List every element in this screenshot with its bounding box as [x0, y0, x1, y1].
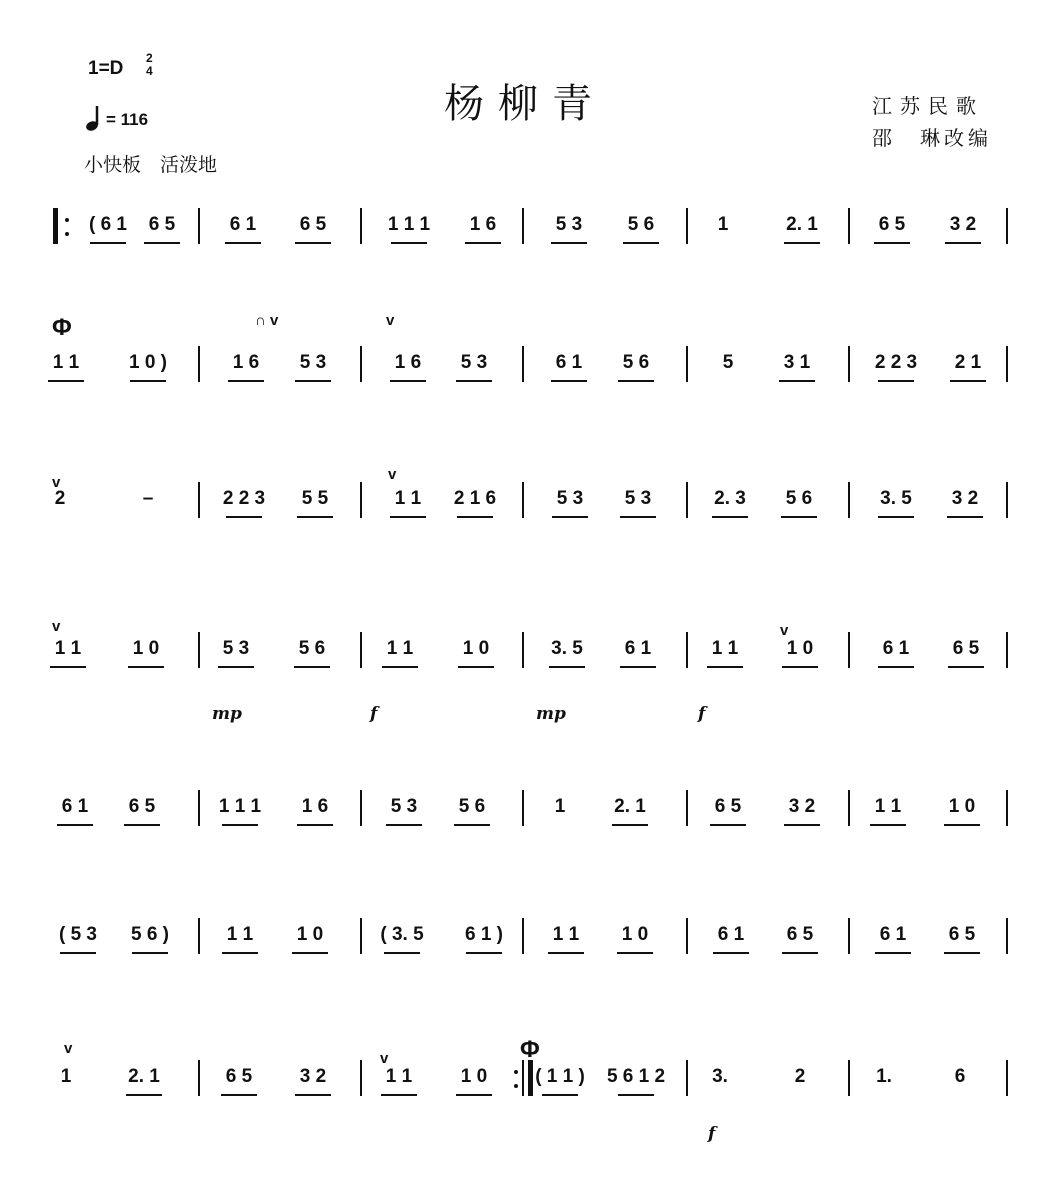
note-group: 6 1: [229, 214, 257, 235]
bowing-mark: v: [386, 312, 395, 329]
note-group: 1 6: [232, 352, 260, 373]
beam-line: [456, 1094, 492, 1096]
note-group: 2. 3: [714, 488, 746, 509]
note-group: 6 1: [624, 638, 652, 659]
note-group: 6 5: [128, 796, 156, 817]
note-group: 5 3: [222, 638, 250, 659]
note-group: 1 6: [469, 214, 497, 235]
note-group: 6 5: [148, 214, 176, 235]
beam-line: [874, 242, 910, 244]
bar-line: [522, 632, 524, 668]
repeat-bar-line: [528, 1060, 533, 1096]
beam-line: [390, 516, 426, 518]
note-group: 6 5: [878, 214, 906, 235]
tempo-marking: = 116: [106, 110, 149, 129]
score-system: [0, 768, 1064, 868]
beam-line: [878, 516, 914, 518]
note-group: 5 6: [622, 352, 650, 373]
note-group: 1 0: [786, 638, 814, 659]
note-group: –: [142, 488, 154, 509]
bowing-mark: v: [780, 622, 789, 639]
bar-line: [198, 790, 200, 826]
note-group: 2: [794, 1066, 806, 1087]
bowing-mark: v: [64, 1040, 73, 1057]
bar-line: [848, 1060, 850, 1096]
beam-line: [875, 952, 911, 954]
bar-line: [1006, 790, 1008, 826]
bar-line: [848, 208, 850, 244]
beam-line: [130, 380, 166, 382]
score-system: [0, 186, 1064, 286]
bar-line: [360, 1060, 362, 1096]
note-group: 6 1: [717, 924, 745, 945]
note-group: 5 5: [301, 488, 329, 509]
coda-icon: Φ: [520, 1036, 540, 1063]
beam-line: [386, 824, 422, 826]
note-group: 6 1: [555, 352, 583, 373]
beam-line: [297, 824, 333, 826]
note-group: 2 1 6: [453, 488, 497, 509]
bar-line: [360, 482, 362, 518]
beam-line: [384, 952, 420, 954]
beam-line: [454, 824, 490, 826]
note-group: ( 1 1 ): [535, 1066, 585, 1087]
beam-line: [617, 952, 653, 954]
bar-line: [848, 790, 850, 826]
note-group: 6 5: [714, 796, 742, 817]
dynamic-marking: f: [370, 704, 378, 724]
bowing-mark: v: [380, 1050, 389, 1067]
bar-line: [1006, 482, 1008, 518]
bar-line: [360, 208, 362, 244]
note-group: 6 5: [786, 924, 814, 945]
beam-line: [948, 666, 984, 668]
bar-line: [198, 346, 200, 382]
note-group: 2. 1: [614, 796, 646, 817]
note-group: 5 3: [299, 352, 327, 373]
note-group: 2. 1: [786, 214, 818, 235]
note-group: 6 1: [61, 796, 89, 817]
beam-line: [457, 516, 493, 518]
bar-line: [1006, 918, 1008, 954]
bar-line: [686, 918, 688, 954]
note-group: 1 1: [874, 796, 902, 817]
bar-line: [198, 918, 200, 954]
note-group: 2: [54, 488, 66, 509]
arranger-credit: 邵 琳改编: [872, 126, 992, 150]
time-signature-bottom: 4: [146, 64, 153, 78]
note-group: 1 1: [394, 488, 422, 509]
beam-line: [456, 380, 492, 382]
note-group: 3 2: [788, 796, 816, 817]
beam-line: [297, 516, 333, 518]
beam-line: [295, 1094, 331, 1096]
beam-line: [548, 952, 584, 954]
beam-line: [612, 824, 648, 826]
bar-line: [360, 632, 362, 668]
bar-line: [1006, 346, 1008, 382]
beam-line: [222, 824, 258, 826]
beam-line: [784, 242, 820, 244]
note-group: 5 3: [555, 214, 583, 235]
note-group: 6 1: [882, 638, 910, 659]
bar-line: [522, 482, 524, 518]
note-group: 5 6: [298, 638, 326, 659]
note-group: 1: [554, 796, 566, 817]
dynamic-marking: mp: [536, 704, 566, 724]
song-origin: 江苏民歌: [872, 94, 984, 118]
note-group: 1 0 ): [128, 352, 168, 373]
beam-line: [623, 242, 659, 244]
score-system: [0, 896, 1064, 996]
bar-line: [686, 790, 688, 826]
bar-line: [522, 208, 524, 244]
beam-line: [710, 824, 746, 826]
beam-line: [391, 242, 427, 244]
note-group: 1 1: [385, 1066, 413, 1087]
note-group: 1 1: [226, 924, 254, 945]
beam-line: [57, 824, 93, 826]
beam-line: [549, 666, 585, 668]
bar-line: [198, 482, 200, 518]
bar-line: [198, 1060, 200, 1096]
dynamic-marking: f: [708, 1124, 716, 1144]
bar-line: [848, 346, 850, 382]
note-group: 2. 1: [128, 1066, 160, 1087]
beam-line: [620, 666, 656, 668]
expression-marking: 小快板 活泼地: [84, 154, 218, 176]
beam-line: [944, 952, 980, 954]
beam-line: [784, 824, 820, 826]
beam-line: [947, 516, 983, 518]
beam-line: [228, 380, 264, 382]
note-group: 3. 5: [551, 638, 583, 659]
note-group: 5 6: [785, 488, 813, 509]
bar-line: [198, 208, 200, 244]
beam-line: [950, 380, 986, 382]
beam-line: [713, 952, 749, 954]
bowing-mark: v: [388, 466, 397, 483]
bar-line: [522, 790, 524, 826]
beam-line: [944, 824, 980, 826]
beam-line: [128, 666, 164, 668]
bar-line: [1006, 632, 1008, 668]
bar-line: [522, 346, 524, 382]
time-signature: [146, 52, 153, 78]
score-system: [0, 324, 1064, 424]
beam-line: [390, 380, 426, 382]
note-group: 5 3: [390, 796, 418, 817]
time-signature-top: 2: [146, 51, 153, 65]
note-group: 1 1: [552, 924, 580, 945]
beam-line: [782, 952, 818, 954]
note-group: 2 1: [954, 352, 982, 373]
bar-line: [1006, 208, 1008, 244]
beam-line: [551, 380, 587, 382]
beam-line: [542, 1094, 578, 1096]
beam-line: [225, 242, 261, 244]
beam-line: [124, 824, 160, 826]
beam-line: [466, 952, 502, 954]
beam-line: [292, 952, 328, 954]
note-group: ( 3. 5: [380, 924, 424, 945]
beam-line: [132, 952, 168, 954]
note-group: 1 1: [386, 638, 414, 659]
dynamic-marking: mp: [212, 704, 242, 724]
note-group: 3. 5: [880, 488, 912, 509]
page-title: 杨柳青: [444, 81, 606, 127]
note-group: 5 6 1 2: [606, 1066, 666, 1087]
beam-line: [381, 1094, 417, 1096]
beam-line: [779, 380, 815, 382]
beam-line: [465, 242, 501, 244]
note-group: 6 1: [879, 924, 907, 945]
beam-line: [222, 952, 258, 954]
bar-line: [848, 632, 850, 668]
beam-line: [551, 242, 587, 244]
beam-line: [945, 242, 981, 244]
note-group: 5 3: [624, 488, 652, 509]
beam-line: [878, 380, 914, 382]
beam-line: [295, 242, 331, 244]
beam-line: [60, 952, 96, 954]
bar-line: [848, 918, 850, 954]
beam-line: [707, 666, 743, 668]
beam-line: [126, 1094, 162, 1096]
bar-line: [360, 918, 362, 954]
beam-line: [294, 666, 330, 668]
beam-line: [620, 516, 656, 518]
score-system: [0, 460, 1064, 560]
bar-line: [686, 1060, 688, 1096]
beam-line: [781, 516, 817, 518]
bar-line: [848, 482, 850, 518]
note-group: 6 1 ): [464, 924, 504, 945]
note-group: 6: [954, 1066, 966, 1087]
note-group: 5 6 ): [130, 924, 170, 945]
note-group: 5 6: [627, 214, 655, 235]
note-group: 3 2: [949, 214, 977, 235]
beam-line: [712, 516, 748, 518]
note-group: 5 6: [458, 796, 486, 817]
note-group: 1 6: [394, 352, 422, 373]
note-group: 3 2: [951, 488, 979, 509]
note-group: 5 3: [460, 352, 488, 373]
beam-line: [226, 516, 262, 518]
note-group: 3 1: [783, 352, 811, 373]
note-group: 1: [717, 214, 729, 235]
note-group: 3 2: [299, 1066, 327, 1087]
beam-line: [50, 666, 86, 668]
note-group: 1: [60, 1066, 72, 1087]
note-group: 5: [722, 352, 734, 373]
beam-line: [48, 380, 84, 382]
score-system: [0, 610, 1064, 710]
bar-line: [686, 632, 688, 668]
note-group: 6 5: [299, 214, 327, 235]
bowing-mark: v: [52, 618, 61, 635]
dynamic-marking: f: [698, 704, 706, 724]
bar-line: [686, 482, 688, 518]
note-group: 1 0: [296, 924, 324, 945]
bowing-mark: v: [52, 474, 61, 491]
note-group: 2 2 3: [222, 488, 266, 509]
bar-line: [522, 918, 524, 954]
note-group: 6 5: [952, 638, 980, 659]
bar-line: [360, 346, 362, 382]
note-group: 1 1: [54, 638, 82, 659]
beam-line: [218, 666, 254, 668]
beam-line: [382, 666, 418, 668]
bar-line: [360, 790, 362, 826]
note-group: 5 3: [556, 488, 584, 509]
beam-line: [782, 666, 818, 668]
note-group: 6 5: [225, 1066, 253, 1087]
bowing-mark: ∩ v: [255, 312, 279, 329]
note-group: 1 0: [948, 796, 976, 817]
note-group: 1 0: [621, 924, 649, 945]
note-group: 1 0: [132, 638, 160, 659]
bar-line: [686, 208, 688, 244]
note-group: 1 0: [460, 1066, 488, 1087]
note-group: 1 1: [52, 352, 80, 373]
beam-line: [870, 824, 906, 826]
note-group: 1 6: [301, 796, 329, 817]
note-group: 1.: [876, 1066, 892, 1087]
bar-line: [1006, 1060, 1008, 1096]
repeat-dot: [514, 1084, 518, 1088]
beam-line: [295, 380, 331, 382]
coda-icon: Φ: [52, 314, 72, 341]
beam-line: [458, 666, 494, 668]
bar-line: [522, 1060, 524, 1096]
note-group: 1 1 1: [387, 214, 431, 235]
beam-line: [618, 380, 654, 382]
note-group: 3.: [712, 1066, 728, 1087]
key-signature: 1=D: [88, 58, 124, 79]
note-group: ( 5 3: [58, 924, 98, 945]
beam-line: [221, 1094, 257, 1096]
bar-line: [198, 632, 200, 668]
bar-line: [686, 346, 688, 382]
repeat-bar-line: [53, 208, 58, 244]
note-group: ( 6 1: [88, 214, 128, 235]
beam-line: [144, 242, 180, 244]
beam-line: [90, 242, 126, 244]
beam-line: [878, 666, 914, 668]
note-group: 1 0: [462, 638, 490, 659]
repeat-dot: [65, 218, 69, 222]
repeat-dot: [514, 1070, 518, 1074]
note-group: 6 5: [948, 924, 976, 945]
note-group: 2 2 3: [874, 352, 918, 373]
beam-line: [552, 516, 588, 518]
beam-line: [618, 1094, 654, 1096]
repeat-dot: [65, 232, 69, 236]
note-group: 1 1 1: [218, 796, 262, 817]
note-group: 1 1: [711, 638, 739, 659]
